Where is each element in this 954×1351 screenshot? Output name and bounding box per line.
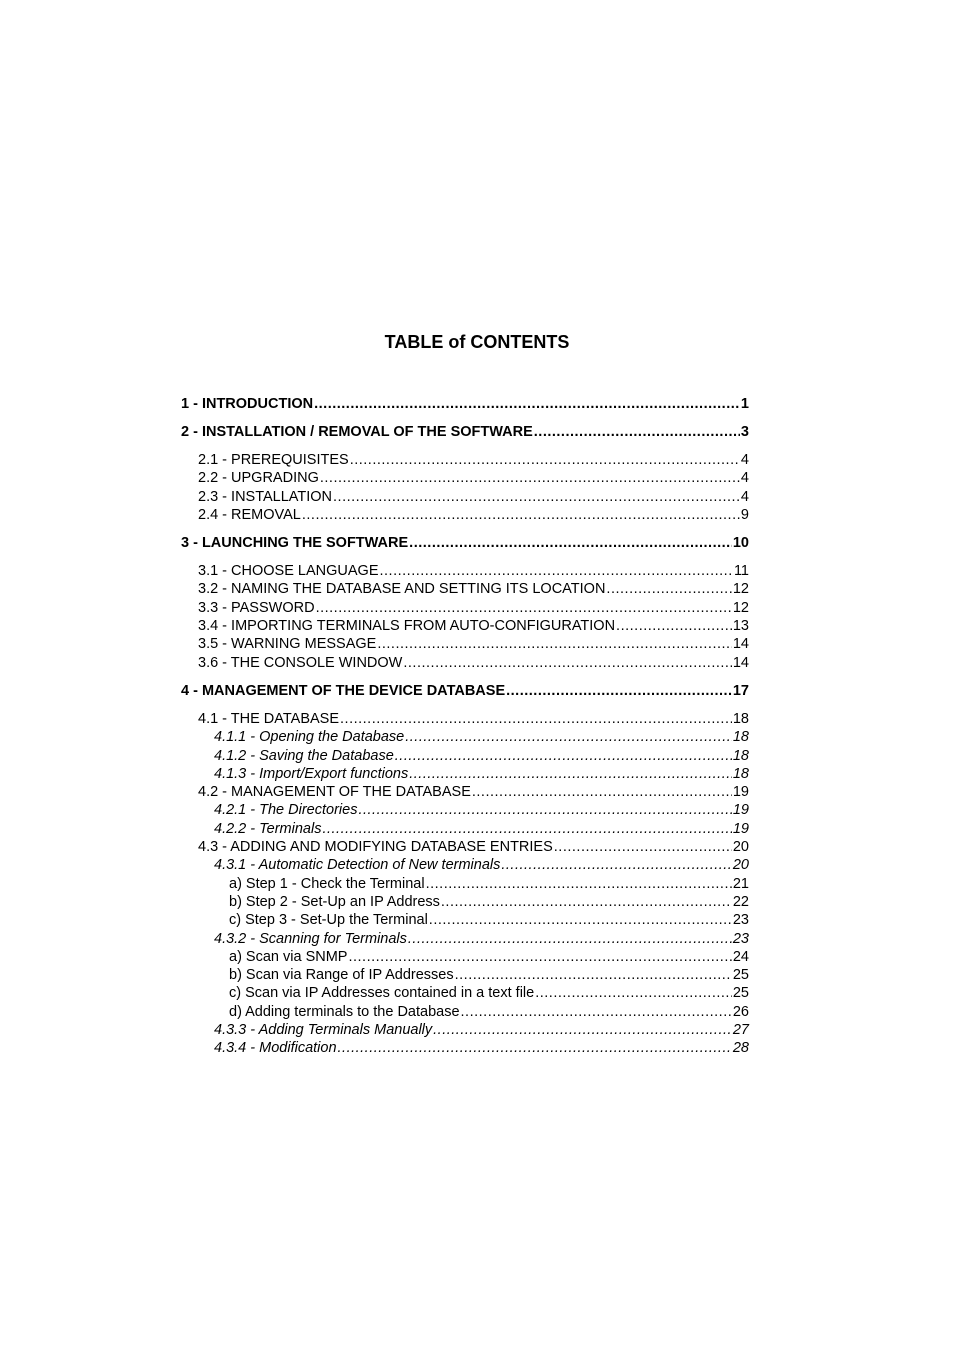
toc-entry-page: 12 — [732, 581, 749, 598]
toc-entry-4-1-3[interactable] — [181, 765, 749, 783]
toc-entry-title: c) Scan via IP Addresses contained in a text file — [229, 985, 535, 1002]
toc-entry-2-1[interactable] — [181, 451, 749, 469]
toc-entry-title: 4.3.2 - Scanning for Terminals — [214, 930, 407, 947]
dot-leader — [433, 1021, 732, 1039]
toc-entry-title: d) Adding terminals to the Database — [229, 1003, 460, 1020]
toc-entry-title: c) Step 3 - Set-Up the Terminal — [229, 912, 428, 929]
dot-leader — [348, 948, 731, 966]
dot-leader — [380, 562, 733, 580]
toc-entry-page: 11 — [733, 563, 749, 580]
dot-leader — [405, 728, 732, 746]
toc-entry-title: 4.3 - ADDING AND MODIFYING DATABASE ENTRIES — [198, 839, 553, 856]
toc-entry-4-2-1[interactable] — [181, 801, 749, 819]
dot-leader — [461, 1003, 732, 1021]
toc-entry-page: 20 — [732, 839, 749, 856]
toc-entry-page: 9 — [740, 506, 749, 523]
toc-entry-title: 4.3.1 - Automatic Detection of New terminals — [214, 857, 501, 874]
toc-entry-title: b) Step 2 - Set-Up an IP Address — [229, 893, 440, 910]
toc-entry-page: 1 — [740, 396, 749, 412]
toc-entry-title: 4.1.3 - Import/Export functions — [214, 765, 409, 782]
toc-entry-4[interactable] — [181, 682, 749, 701]
toc-entry-4-3[interactable] — [181, 838, 749, 856]
toc-entry-title: 2.1 - PREREQUISITES — [198, 452, 349, 468]
toc-entry-page: 3 — [740, 424, 749, 440]
toc-entry-2-3[interactable] — [181, 488, 749, 506]
toc-entry-4-1-2[interactable] — [181, 747, 749, 765]
toc-entry-page: 24 — [732, 948, 749, 965]
toc-entry-3-4[interactable] — [181, 617, 749, 635]
toc-entry-3-1[interactable] — [181, 562, 749, 580]
toc-entry-4-2[interactable] — [181, 783, 749, 801]
toc-list — [181, 395, 749, 1058]
toc-entry-4-3-4[interactable] — [181, 1039, 749, 1057]
dot-leader — [395, 747, 732, 765]
toc-entry-title: b) Scan via Range of IP Addresses — [229, 967, 454, 984]
toc-entry-4-3-2[interactable] — [181, 930, 749, 948]
toc-entry-page: 19 — [732, 784, 749, 801]
toc-entry-page: 18 — [732, 765, 749, 782]
dot-leader — [429, 911, 732, 929]
toc-entry-page: 25 — [732, 967, 749, 984]
toc-entry-page: 18 — [732, 710, 749, 727]
toc-entry-title: 3.1 - CHOOSE LANGUAGE — [198, 563, 379, 580]
toc-entry-4-3-1-a[interactable] — [181, 875, 749, 893]
toc-entry-page: 13 — [732, 618, 749, 635]
toc-title: TABLE of CONTENTS — [384, 332, 570, 352]
toc-entry-title: 4.1.2 - Saving the Database — [214, 747, 394, 764]
toc-entry-page: 20 — [732, 857, 749, 874]
toc-entry-page: 14 — [732, 654, 749, 671]
dot-leader — [426, 875, 732, 893]
toc-entry-page: 18 — [732, 729, 749, 746]
dot-leader — [377, 635, 732, 653]
dot-leader — [409, 765, 732, 783]
toc-entry-4-3-1[interactable] — [181, 856, 749, 874]
toc-entry-page: 21 — [732, 875, 749, 892]
toc-entry-4-3-1-b[interactable] — [181, 893, 749, 911]
toc-entry-title: 3.4 - IMPORTING TERMINALS FROM AUTO-CONFIGURATION — [198, 618, 616, 635]
toc-entry-page: 18 — [732, 747, 749, 764]
toc-entry-page: 25 — [732, 985, 749, 1002]
toc-entry-title: 3.2 - NAMING THE DATABASE AND SETTING ITS LOCATION — [198, 581, 606, 598]
dot-leader — [338, 1039, 732, 1057]
toc-entry-title: 4 - MANAGEMENT OF THE DEVICE DATABASE — [181, 682, 506, 699]
toc-entry-2-4[interactable] — [181, 506, 749, 524]
dot-leader — [441, 893, 732, 911]
toc-entry-title: 3 - LAUNCHING THE SOFTWARE — [181, 535, 409, 552]
toc-entry-page: 14 — [732, 636, 749, 653]
toc-entry-title: 1 - INTRODUCTION — [181, 396, 314, 412]
dot-leader — [316, 599, 732, 617]
toc-entry-title: 2.2 - UPGRADING — [198, 470, 319, 487]
toc-entry-4-1[interactable] — [181, 710, 749, 728]
dot-leader — [333, 488, 740, 506]
toc-entry-title: 4.3.3 - Adding Terminals Manually — [214, 1022, 433, 1039]
toc-entry-3-2[interactable] — [181, 580, 749, 598]
toc-entry-page: 28 — [732, 1040, 749, 1057]
toc-entry-title: 4.2.2 - Terminals — [214, 820, 322, 837]
toc-entry-page: 23 — [732, 912, 749, 929]
toc-entry-title: 4.2 - MANAGEMENT OF THE DATABASE — [198, 784, 471, 801]
toc-entry-title: 2 - INSTALLATION / REMOVAL OF THE SOFTWARE — [181, 424, 533, 440]
dot-leader — [314, 395, 740, 414]
toc-entry-4-3-2-c[interactable] — [181, 984, 749, 1002]
dot-leader — [534, 423, 740, 442]
toc-entry-3-5[interactable] — [181, 635, 749, 653]
toc-entry-page: 27 — [732, 1022, 749, 1039]
dot-leader — [322, 820, 731, 838]
dot-leader — [535, 984, 732, 1002]
toc-entry-title: 2.3 - INSTALLATION — [198, 488, 333, 505]
toc-entry-4-3-2-d[interactable] — [181, 1003, 749, 1021]
toc-entry-title: a) Step 1 - Check the Terminal — [229, 875, 425, 892]
toc-entry-title: a) Scan via SNMP — [229, 948, 348, 965]
toc-entry-title: 4.1.1 - Opening the Database — [214, 729, 405, 746]
toc-entry-title: 3.3 - PASSWORD — [198, 599, 315, 616]
toc-entry-title: 4.1 - THE DATABASE — [198, 710, 340, 727]
toc-entry-2-2[interactable] — [181, 469, 749, 487]
toc-entry-title: 3.5 - WARNING MESSAGE — [198, 636, 377, 653]
dot-leader — [472, 783, 732, 801]
toc-entry-3-3[interactable] — [181, 599, 749, 617]
dot-leader — [501, 856, 731, 874]
toc-entry-4-2-2[interactable] — [181, 820, 749, 838]
toc-entry-page: 23 — [732, 930, 749, 947]
toc-entry-4-3-2-b[interactable] — [181, 966, 749, 984]
toc-entry-2[interactable] — [181, 423, 749, 442]
dot-leader — [320, 469, 740, 487]
toc-entry-page: 4 — [740, 452, 749, 468]
dot-leader — [554, 838, 732, 856]
toc-entry-3-6[interactable] — [181, 654, 749, 672]
toc-entry-page: 4 — [740, 470, 749, 487]
dot-leader — [302, 506, 740, 524]
dot-leader — [340, 710, 732, 728]
toc-entry-title: 3.6 - THE CONSOLE WINDOW — [198, 654, 403, 671]
dot-leader — [506, 682, 732, 701]
dot-leader — [358, 801, 731, 819]
toc-entry-4-3-1-c[interactable] — [181, 911, 749, 929]
toc-entry-page: 10 — [732, 535, 749, 552]
toc-entry-page: 12 — [732, 599, 749, 616]
toc-entry-1[interactable] — [181, 395, 749, 414]
toc-entry-page: 22 — [732, 893, 749, 910]
dot-leader — [409, 534, 732, 553]
dot-leader — [403, 654, 731, 672]
toc-entry-title: 2.4 - REMOVAL — [198, 506, 301, 523]
toc-entry-4-3-3[interactable] — [181, 1021, 749, 1039]
toc-entry-3[interactable] — [181, 534, 749, 553]
dot-leader — [408, 930, 732, 948]
dot-leader — [606, 580, 731, 598]
dot-leader — [455, 966, 732, 984]
dot-leader — [616, 617, 732, 635]
toc-entry-4-1-1[interactable] — [181, 728, 749, 746]
toc-entry-page: 19 — [732, 820, 749, 837]
dot-leader — [350, 451, 740, 469]
toc-entry-page: 26 — [732, 1003, 749, 1020]
toc-entry-page: 19 — [732, 802, 749, 819]
toc-entry-title: 4.3.4 - Modification — [214, 1040, 337, 1057]
toc-entry-page: 4 — [740, 488, 749, 505]
toc-entry-title: 4.2.1 - The Directories — [214, 802, 358, 819]
toc-entry-page: 17 — [732, 682, 749, 699]
toc-entry-4-3-2-a[interactable] — [181, 948, 749, 966]
